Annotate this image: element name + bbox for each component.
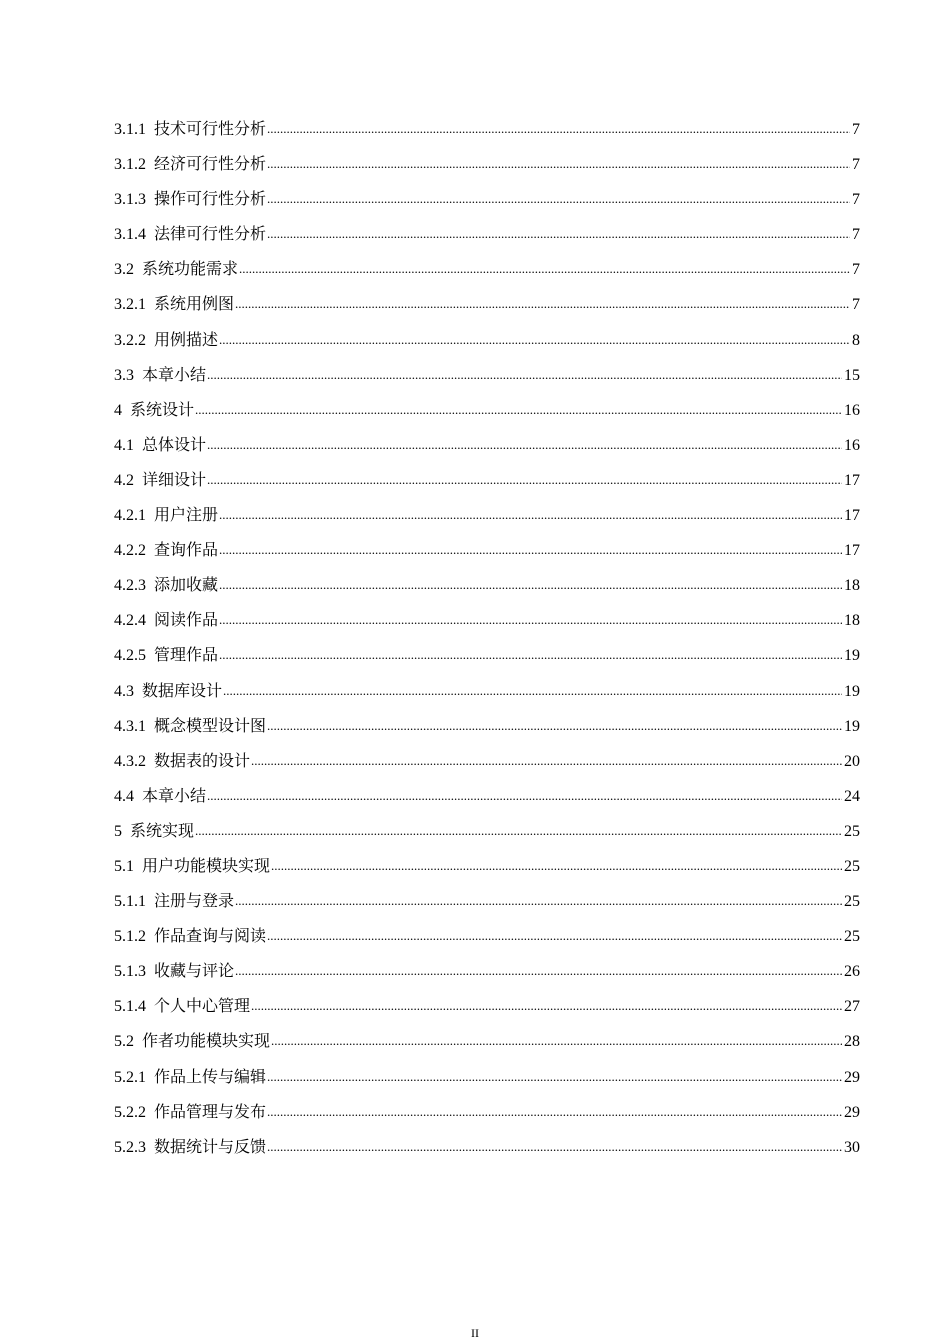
toc-entry[interactable] [114,779,860,814]
toc-dot-leader [207,462,842,497]
toc-dot-leader [267,111,850,146]
toc-entry-number: 5.1.2 [114,928,146,946]
toc-entry[interactable] [114,463,860,498]
toc-dot-leader [267,146,850,181]
toc-entry-page: 25 [844,928,860,946]
toc-entry-page: 16 [844,436,860,454]
toc-dot-leader [271,1023,842,1058]
toc-dot-leader [207,778,842,813]
toc-entry-title: 法律可行性分析 [154,226,267,244]
toc-entry-title: 用例描述 [154,331,219,349]
toc-entry[interactable] [114,954,860,989]
toc-entry-page: 25 [844,857,860,875]
toc-entry[interactable] [114,147,860,182]
toc-dot-leader [219,497,842,532]
toc-entry-page: 20 [844,752,860,770]
toc-dot-leader [207,427,842,462]
toc-entry[interactable] [114,393,860,428]
toc-entry-page: 17 [844,507,860,525]
toc-entry-page: 28 [844,1033,860,1051]
toc-dot-leader [251,743,842,778]
toc-entry-title: 用户注册 [154,507,219,525]
toc-entry-title: 注册与登录 [154,893,235,911]
toc-entry-title: 总体设计 [142,436,207,454]
toc-entry-page: 7 [852,191,860,209]
toc-entry-number: 4.2.2 [114,542,146,560]
toc-entry-title: 用户功能模块实现 [142,857,271,875]
toc-entry[interactable] [114,709,860,744]
toc-dot-leader [223,673,842,708]
toc-entry-number: 5.2 [114,1033,134,1051]
toc-entry-title: 操作可行性分析 [154,191,267,209]
toc-entry[interactable] [114,744,860,779]
toc-entry-page: 7 [852,261,860,279]
toc-entry-number: 4 [114,401,122,419]
toc-entry-page: 19 [844,647,860,665]
toc-entry-page: 19 [844,682,860,700]
toc-dot-leader [267,1094,842,1129]
toc-entry[interactable] [114,498,860,533]
toc-entry-title: 数据统计与反馈 [154,1138,267,1156]
toc-entry-number: 3.2.2 [114,331,146,349]
toc-entry-page: 19 [844,717,860,735]
toc-entry-page: 18 [844,577,860,595]
toc-entry[interactable] [114,252,860,287]
toc-entry[interactable] [114,814,860,849]
toc-entry-title: 本章小结 [142,366,207,384]
toc-entry-title: 作品查询与阅读 [154,928,267,946]
toc-dot-leader [267,708,842,743]
toc-entry-number: 5.2.2 [114,1103,146,1121]
toc-entry[interactable] [114,182,860,217]
toc-dot-leader [267,1129,842,1164]
toc-entry-number: 4.3.2 [114,752,146,770]
table-of-contents [114,112,860,1165]
toc-entry-title: 详细设计 [142,471,207,489]
toc-entry[interactable] [114,989,860,1024]
toc-entry-page: 25 [844,822,860,840]
toc-entry-number: 4.3.1 [114,717,146,735]
toc-entry-number: 5 [114,822,122,840]
toc-entry[interactable] [114,112,860,147]
toc-entry-number: 3.1.2 [114,156,146,174]
toc-entry-title: 数据表的设计 [154,752,251,770]
toc-entry-page: 18 [844,612,860,630]
toc-entry-number: 4.4 [114,787,134,805]
toc-entry-number: 5.1.3 [114,963,146,981]
toc-entry[interactable] [114,568,860,603]
toc-entry-number: 3.1.4 [114,226,146,244]
toc-entry-page: 24 [844,787,860,805]
toc-entry-number: 4.2.1 [114,507,146,525]
toc-entry-title: 阅读作品 [154,612,219,630]
toc-entry-page: 17 [844,471,860,489]
toc-entry-page: 7 [852,156,860,174]
toc-entry[interactable] [114,849,860,884]
toc-entry-number: 5.1 [114,857,134,875]
toc-entry-number: 4.1 [114,436,134,454]
toc-entry-number: 5.2.1 [114,1068,146,1086]
toc-entry-page: 16 [844,401,860,419]
toc-entry[interactable] [114,287,860,322]
toc-entry-title: 数据库设计 [142,682,223,700]
toc-entry-title: 本章小结 [142,787,207,805]
toc-entry-page: 7 [852,226,860,244]
toc-dot-leader [219,637,842,672]
toc-entry-page: 15 [844,366,860,384]
toc-dot-leader [235,286,850,321]
toc-entry-title: 系统功能需求 [142,261,239,279]
toc-entry[interactable] [114,428,860,463]
toc-entry-page: 7 [852,296,860,314]
toc-entry-number: 4.2.5 [114,647,146,665]
toc-entry-number: 5.1.1 [114,893,146,911]
toc-entry-number: 4.2.4 [114,612,146,630]
toc-entry-title: 系统用例图 [154,296,235,314]
toc-dot-leader [207,357,842,392]
toc-dot-leader [267,216,850,251]
toc-dot-leader [235,953,842,988]
toc-entry-number: 3.2 [114,261,134,279]
toc-dot-leader [195,813,842,848]
toc-entry[interactable] [114,884,860,919]
toc-entry-page: 7 [852,121,860,138]
toc-dot-leader [195,392,842,427]
toc-entry-number: 3.2.1 [114,296,146,314]
toc-entry-page: 8 [852,331,860,349]
toc-dot-leader [219,602,842,637]
toc-dot-leader [219,567,842,602]
toc-entry-page: 25 [844,893,860,911]
toc-entry-page: 30 [844,1138,860,1156]
toc-entry-title: 概念模型设计图 [154,717,267,735]
toc-dot-leader [271,848,842,883]
toc-entry-number: 4.3 [114,682,134,700]
toc-entry-page: 27 [844,998,860,1016]
toc-entry-title: 收藏与评论 [154,963,235,981]
toc-entry-number: 3.1.1 [114,121,146,138]
toc-dot-leader [251,988,842,1023]
toc-entry[interactable] [114,603,860,638]
toc-dot-leader [239,251,850,286]
toc-entry-title: 系统实现 [130,822,195,840]
toc-entry-title: 系统设计 [130,401,195,419]
toc-entry-number: 5.2.3 [114,1138,146,1156]
toc-entry[interactable] [114,1095,860,1130]
toc-entry[interactable] [114,919,860,954]
toc-entry[interactable] [114,217,860,252]
toc-dot-leader [267,1059,842,1094]
toc-entry[interactable] [114,358,860,393]
toc-entry-title: 添加收藏 [154,577,219,595]
toc-entry-title: 作品上传与编辑 [154,1068,267,1086]
toc-dot-leader [219,322,850,357]
toc-entry[interactable] [114,533,860,568]
toc-entry[interactable] [114,323,860,358]
toc-entry-page: 26 [844,963,860,981]
toc-entry[interactable] [114,1024,860,1059]
toc-entry[interactable] [114,638,860,673]
toc-entry-title: 作者功能模块实现 [142,1033,271,1051]
toc-entry[interactable] [114,1060,860,1095]
toc-entry-title: 技术可行性分析 [154,121,267,138]
toc-entry-title: 查询作品 [154,542,219,560]
toc-dot-leader [219,532,842,567]
toc-entry-page: 29 [844,1103,860,1121]
toc-dot-leader [267,918,842,953]
toc-entry-number: 3.1.3 [114,191,146,209]
toc-entry[interactable] [114,1130,860,1165]
toc-entry-number: 3.3 [114,366,134,384]
toc-entry-page: 17 [844,542,860,560]
toc-entry-number: 5.1.4 [114,998,146,1016]
toc-entry-number: 4.2.3 [114,577,146,595]
toc-entry-title: 个人中心管理 [154,998,251,1016]
toc-dot-leader [235,883,842,918]
toc-entry-title: 作品管理与发布 [154,1103,267,1121]
page-number: II [471,1326,479,1340]
toc-entry-number: 4.2 [114,471,134,489]
toc-entry[interactable] [114,674,860,709]
toc-entry-page: 29 [844,1068,860,1086]
toc-entry-title: 管理作品 [154,647,219,665]
toc-dot-leader [267,181,850,216]
toc-entry-title: 经济可行性分析 [154,156,267,174]
